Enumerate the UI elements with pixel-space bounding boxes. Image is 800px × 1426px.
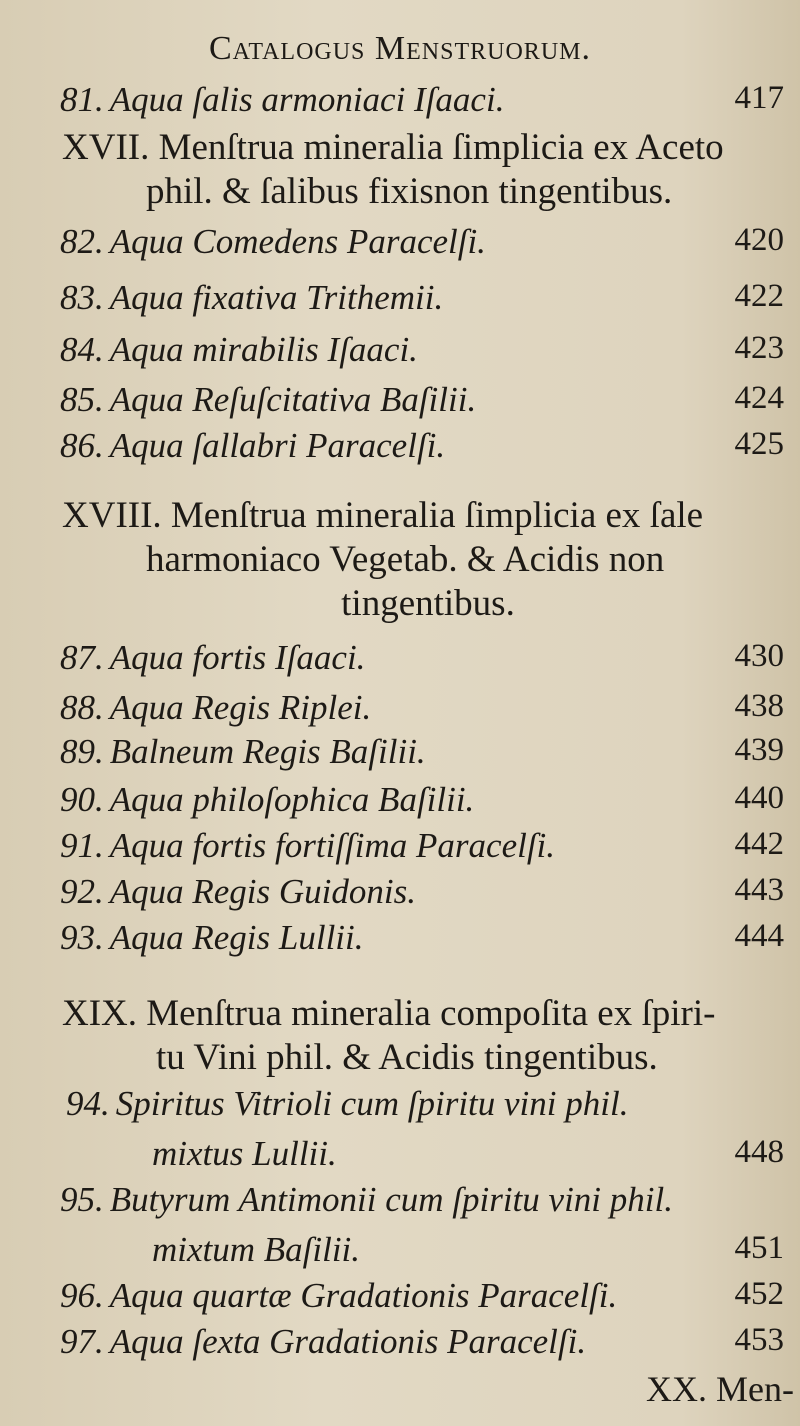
entry-page: 425 — [734, 426, 784, 462]
entry-title: Aqua ſallabri Paracelſi. — [109, 426, 446, 465]
catalog-entry-continuation — [146, 1134, 792, 1174]
entry-page: 424 — [734, 380, 784, 416]
entry-page: 452 — [734, 1276, 784, 1312]
entry-page: 438 — [734, 688, 784, 724]
entry-number: 87. — [60, 638, 104, 677]
entry-title: Balneum Regis Baſilii. — [109, 732, 426, 771]
section-line: tingentibus. — [341, 583, 515, 624]
entry-page: 439 — [734, 732, 784, 768]
section-heading-xix — [62, 992, 794, 1080]
section-heading-xvii — [62, 126, 794, 214]
entry-page: 443 — [734, 872, 784, 908]
entry-title: Aqua ſexta Gradationis Paracelſi. — [109, 1322, 587, 1361]
entry-page: 442 — [734, 826, 784, 862]
entry-title: Aqua Regis Guidonis. — [109, 872, 416, 911]
catalog-entry — [60, 780, 792, 820]
entry-title: mixtum Baſilii. — [152, 1230, 361, 1269]
catalog-entry — [60, 918, 792, 958]
entry-page: 451 — [734, 1230, 784, 1266]
catalog-entry-continuation — [146, 1230, 792, 1270]
entry-number: 83. — [60, 278, 104, 317]
entry-title: Aqua Regis Lullii. — [109, 918, 364, 957]
catalog-entry — [60, 688, 792, 728]
entry-number: 90. — [60, 780, 104, 819]
catalog-entry — [60, 222, 792, 262]
catalog-entry — [60, 638, 792, 678]
entry-title: Aqua ſalis armoniaci Iſaaci. — [109, 80, 505, 119]
entry-number: 82. — [60, 222, 104, 261]
entry-title: Aqua fortis Iſaaci. — [109, 638, 366, 677]
section-line: XVIII. Menſtrua mineralia ſimplicia ex ſale — [62, 495, 704, 536]
entry-title: Aqua mirabilis Iſaaci. — [109, 330, 418, 369]
entry-page: 430 — [734, 638, 784, 674]
catalog-entry — [60, 380, 792, 420]
catalog-entry — [60, 1180, 792, 1220]
entry-title: Aqua Comedens Paracelſi. — [109, 222, 486, 261]
entry-title: Butyrum Antimonii cum ſpiritu vini phil. — [109, 1180, 673, 1219]
entry-number: 92. — [60, 872, 104, 911]
entry-title: Aqua philoſophica Baſilii. — [109, 780, 475, 819]
section-line: harmoniaco Vegetab. & Acidis non — [146, 539, 665, 580]
entry-number: 86. — [60, 426, 104, 465]
catalog-entry — [60, 80, 792, 120]
section-line: phil. & ſalibus fixisnon tingentibus. — [146, 171, 673, 212]
catalog-entry — [60, 826, 792, 866]
entry-number: 81. — [60, 80, 104, 119]
entry-title: Aqua quartæ Gradationis Paracelſi. — [109, 1276, 618, 1315]
catalog-entry — [60, 330, 792, 370]
catalog-entry — [66, 1084, 792, 1124]
entry-page: 444 — [734, 918, 784, 954]
entry-number: 96. — [60, 1276, 104, 1315]
entry-title: Aqua Regis Riplei. — [109, 688, 372, 727]
running-head: Catalogus Menstruorum. — [208, 30, 591, 67]
entry-number: 94. — [66, 1084, 110, 1123]
entry-number: 93. — [60, 918, 104, 957]
entry-page: 417 — [734, 80, 784, 116]
catalog-entry — [60, 872, 792, 912]
catalog-entry — [60, 426, 792, 466]
catchword: XX. Men- — [646, 1369, 794, 1409]
section-line: tu Vini phil. & Acidis tingentibus. — [156, 1037, 658, 1078]
entry-number: 84. — [60, 330, 104, 369]
entry-page: 423 — [734, 330, 784, 366]
entry-page: 440 — [734, 780, 784, 816]
entry-title: Aqua fortis fortiſſima Paracelſi. — [109, 826, 556, 865]
entry-number: 97. — [60, 1322, 104, 1361]
entry-title: Aqua fixativa Trithemii. — [109, 278, 444, 317]
entry-number: 95. — [60, 1180, 104, 1219]
entry-number: 85. — [60, 380, 104, 419]
entry-number: 88. — [60, 688, 104, 727]
catalog-entry — [60, 1276, 792, 1316]
entry-title: mixtus Lullii. — [152, 1134, 337, 1173]
section-heading-xviii — [62, 494, 794, 626]
catalog-entry — [60, 278, 792, 318]
section-line: XVII. Menſtrua mineralia ſimplicia ex Aceto — [62, 127, 724, 168]
entry-title: Aqua Reſuſcitativa Baſilii. — [109, 380, 477, 419]
section-line: XIX. Menſtrua mineralia compoſita ex ſpiri- — [62, 993, 716, 1034]
entry-number: 89. — [60, 732, 104, 771]
catalog-entry — [60, 1322, 792, 1362]
entry-page: 453 — [734, 1322, 784, 1358]
entry-title: Spiritus Vitrioli cum ſpiritu vini phil. — [115, 1084, 629, 1123]
entry-number: 91. — [60, 826, 104, 865]
entry-page: 422 — [734, 278, 784, 314]
catalog-entry — [60, 732, 792, 772]
entry-page: 420 — [734, 222, 784, 258]
entry-page: 448 — [734, 1134, 784, 1170]
